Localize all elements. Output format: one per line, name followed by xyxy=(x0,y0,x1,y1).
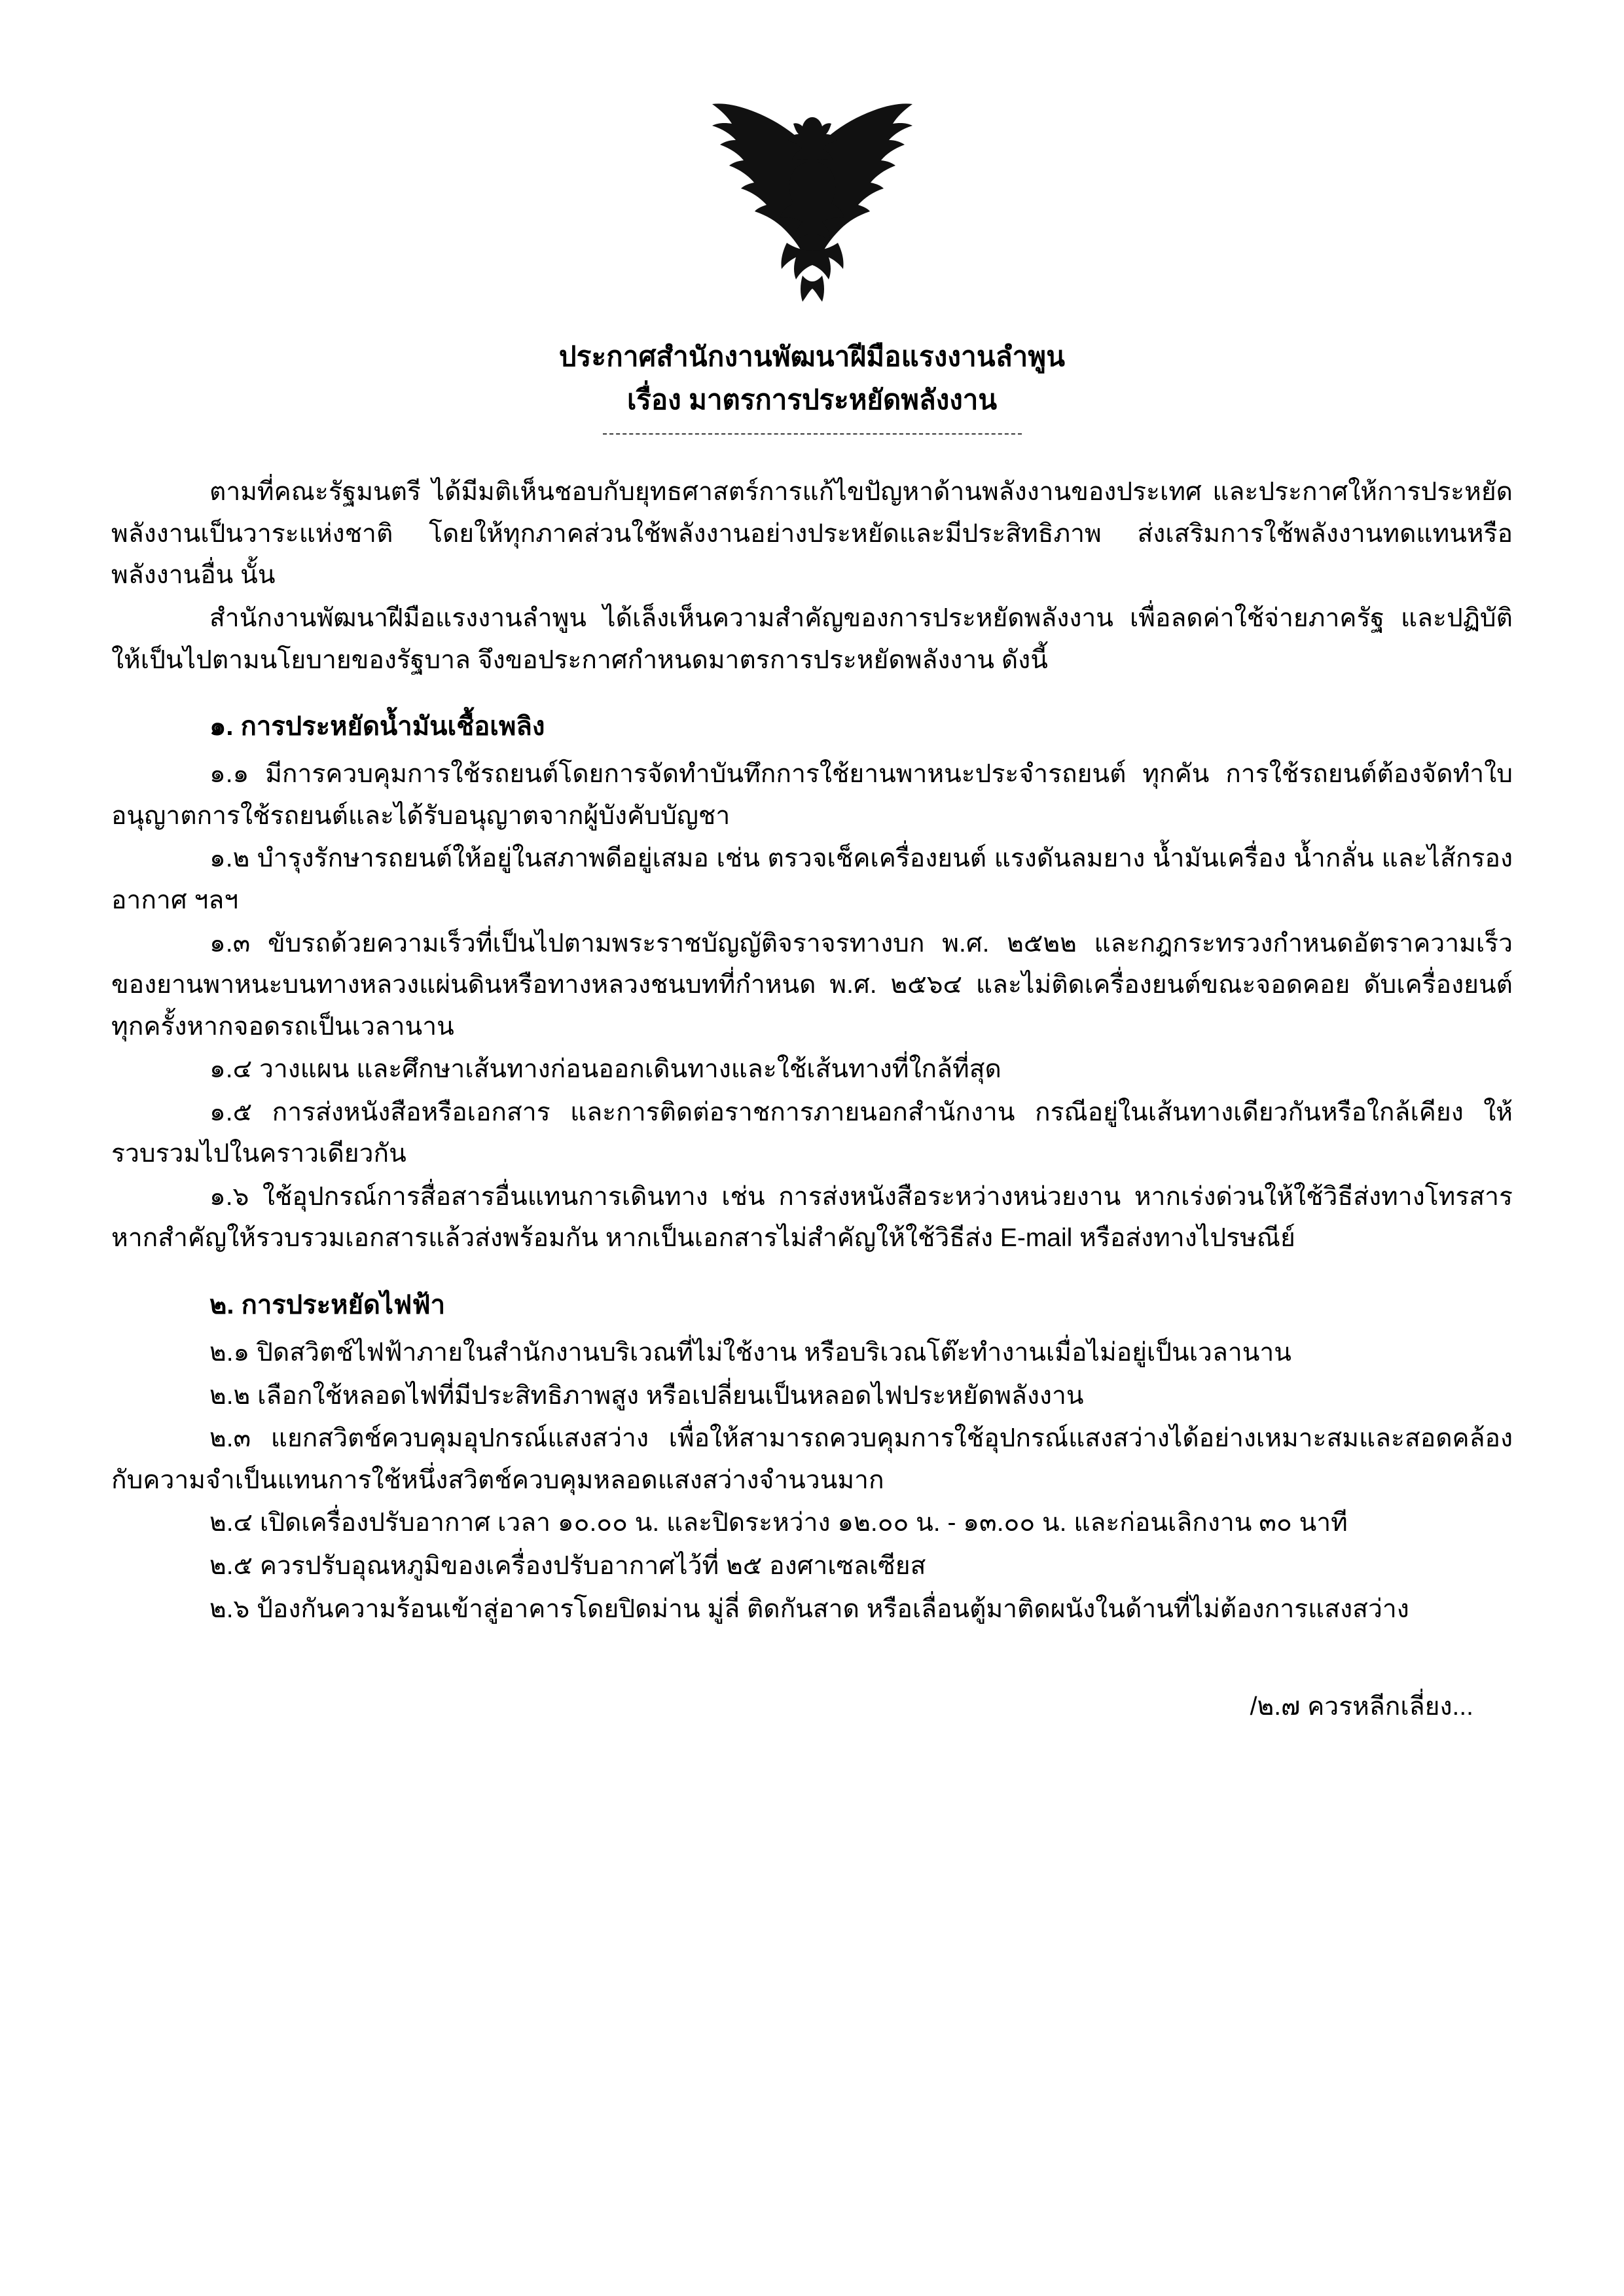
page-continuation-note: /๒.๗ ควรหลีกเลี่ยง... xyxy=(1250,1693,1473,1721)
heading-line-1: ประกาศสำนักงานพัฒนาฝีมือแรงงานลำพูน xyxy=(558,341,1066,372)
intro-paragraph-2: สำนักงานพัฒนาฝีมือแรงงานลำพูน ได้เล็งเห็นความสำคัญของการประหยัดพลังงาน เพื่อลดค่าใช้จ่ายภาครัฐ และปฏิบัติให้เป็นไปตามนโยบายของรัฐบาล จึงขอประกาศกำหนดมาตรการประหยัดพลังงาน ดังนี้ xyxy=(111,603,1513,674)
garuda-emblem xyxy=(704,88,920,311)
section-1-item-5: ๑.๕ การส่งหนังสือหรือเอกสาร และการติดต่อราชการภายนอกสำนักงาน กรณีอยู่ในเส้นทางเดียวกันหรือใกล้เคียง ให้รวบรวมไปในคราวเดียวกัน xyxy=(111,1098,1513,1168)
section-title-1: ๑. การประหยัดน้ำมันเชื้อเพลิง xyxy=(209,712,545,742)
document-heading xyxy=(111,337,1513,435)
section-1-item-2: ๑.๒ บำรุงรักษารถยนต์ให้อยู่ในสภาพดีอยู่เสมอ เช่น ตรวจเช็คเครื่องยนต์ แรงดันลมยาง น้ำมันเครื่อง น้ำกลั่น และไส้กรองอากาศ ฯลฯ xyxy=(111,844,1513,914)
section-2-item-2: ๒.๒ เลือกใช้หลอดไฟที่มีประสิทธิภาพสูง หรือเปลี่ยนเป็นหลอดไฟประหยัดพลังงาน xyxy=(209,1381,1084,1410)
emblem-container xyxy=(111,88,1513,311)
document-body xyxy=(111,471,1513,1727)
section-1-item-3: ๑.๓ ขับรถด้วยความเร็วที่เป็นไปตามพระราชบัญญัติจราจรทางบก พ.ศ. ๒๕๒๒ และกฎกระทรวงกำหนดอัตราความเร็วของยานพาหนะบนทางหลวงแผ่นดินหรือทางหลวงชนบทที่กำหนด พ.ศ. ๒๕๖๔ และไม่ติดเครื่องยนต์ขณะจอดคอย ดับเครื่องยนต์ทุกครั้งหากจอดรถเป็นเวลานาน xyxy=(111,929,1513,1041)
section-title-2: ๒. การประหยัดไฟฟ้า xyxy=(209,1291,446,1319)
section-2-item-3: ๒.๓ แยกสวิตช์ควบคุมอุปกรณ์แสงสว่าง เพื่อให้สามารถควบคุมการใช้อุปกรณ์แสงสว่างได้อย่างเหมาะสมและสอดคล้องกับความจำเป็นแทนการใช้หนึ่งสวิตช์ควบคุมหลอดแสงสว่างจำนวนมาก xyxy=(111,1424,1513,1494)
section-2-item-1: ๒.๑ ปิดสวิตช์ไฟฟ้าภายในสำนักงานบริเวณที่ไม่ใช้งาน หรือบริเวณโต๊ะทำงานเมื่อไม่อยู่เป็นเวลานาน xyxy=(209,1338,1291,1367)
intro-paragraph-1: ตามที่คณะรัฐมนตรี ได้มีมติเห็นชอบกับยุทธศาสตร์การแก้ไขปัญหาด้านพลังงานของประเทศ และประกาศให้การประหยัดพลังงานเป็นวาระแห่งชาติ โดยให้ทุกภาคส่วนใช้พลังงานอย่างประหยัดและมีประสิทธิภาพ ส่งเสริมการใช้พลังงานทดแทนหรือพลังงานอื่น นั้น xyxy=(111,478,1513,590)
section-2-item-6: ๒.๖ ป้องกันความร้อนเข้าสู่อาคารโดยปิดม่าน มู่ลี่ ติดกันสาด หรือเลื่อนตู้มาติดผนังในด้านที่ไม่ต้องการแสงสว่าง xyxy=(209,1594,1409,1623)
section-2-item-4: ๒.๔ เปิดเครื่องปรับอากาศ เวลา ๑๐.๐๐ น. และปิดระหว่าง ๑๒.๐๐ น. - ๑๓.๐๐ น. และก่อนเลิกงาน ๓๐ นาที xyxy=(209,1509,1348,1537)
section-2-item-5: ๒.๕ ควรปรับอุณหภูมิของเครื่องปรับอากาศไว้ที่ ๒๕ องศาเซลเซียส xyxy=(209,1552,926,1580)
section-1-item-4: ๑.๔ วางแผน และศึกษาเส้นทางก่อนออกเดินทางและใช้เส้นทางที่ใกล้ที่สุด xyxy=(209,1055,1001,1084)
section-1-item-1: ๑.๑ มีการควบคุมการใช้รถยนต์โดยการจัดทำบันทึกการใช้ยานพาหนะประจำรถยนต์ ทุกคัน การใช้รถยนต์ต้องจัดทำใบอนุญาตการใช้รถยนต์และได้รับอนุญาตจากผู้บังคับบัญชา xyxy=(111,760,1513,830)
heading-divider xyxy=(603,433,1022,435)
heading-line-2: เรื่อง มาตรการประหยัดพลังงาน xyxy=(626,384,998,415)
section-1-item-6: ๑.๖ ใช้อุปกรณ์การสื่อสารอื่นแทนการเดินทาง เช่น การส่งหนังสือระหว่างหน่วยงาน หากเร่งด่วนให้ใช้วิธีส่งทางโทรสาร หากสำคัญให้รวบรวมเอกสารแล้วส่งพร้อมกัน หากเป็นเอกสารไม่สำคัญให้ใช้วิธีส่ง E-mail หรือส่งทางไปรษณีย์ xyxy=(111,1182,1513,1253)
